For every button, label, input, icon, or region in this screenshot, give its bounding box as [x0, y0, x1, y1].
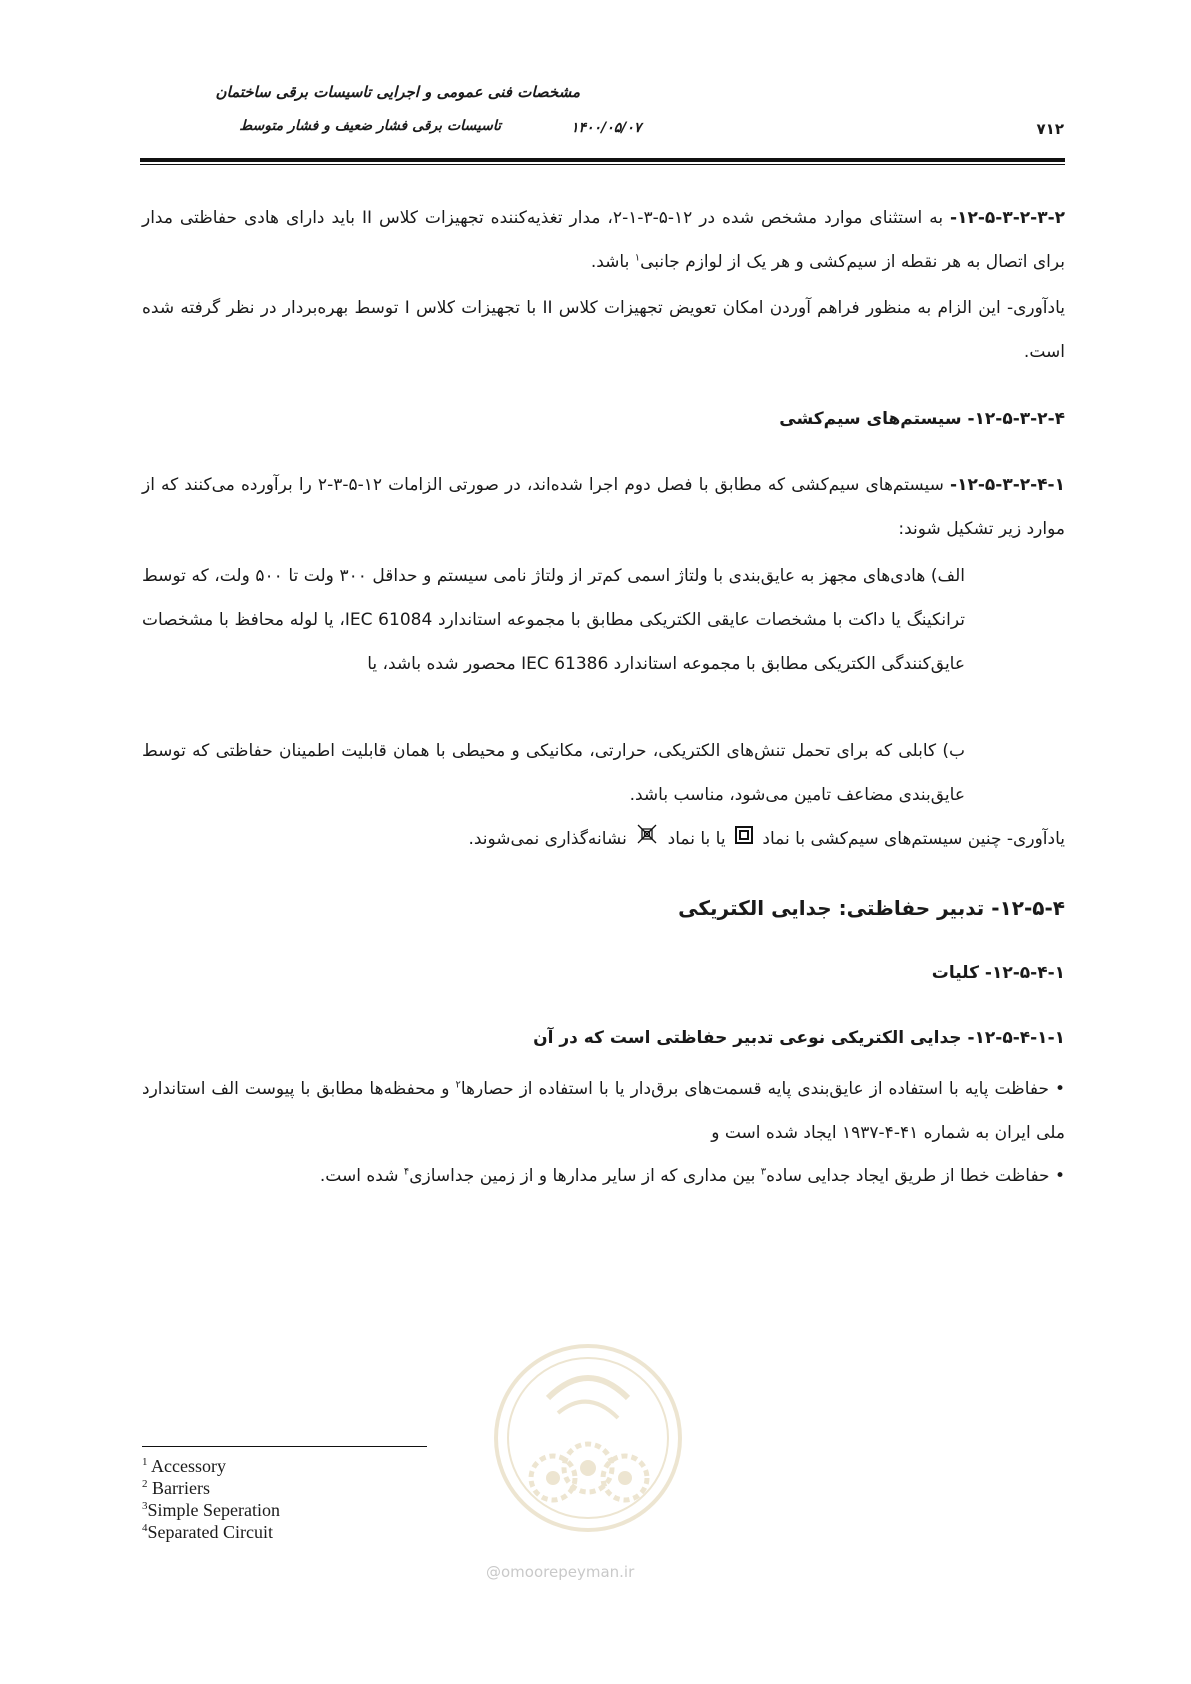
bullet-text-end: و محفظه‌ها مطابق با پیوست الف استاندارد ملی ایران به شماره ۴۱-۴-۱۹۳۷ ایجاد شده است و	[142, 1079, 1065, 1143]
list-item-be: ب) کابلی که برای تحمل تنش‌های الکتریکی، حرارتی، مکانیکی و محیطی با همان قابلیت اطمینان حفاظتی که توسط عایق‌بندی مضاعف تامین می‌شود، مناسب باشد.	[142, 741, 965, 805]
watermark-logo	[488, 1338, 688, 1558]
document-subtitle: تاسیسات برقی فشار ضعیف و فشار متوسط	[239, 118, 501, 134]
footnote-ref: ۱	[634, 252, 641, 264]
footnote-rule	[142, 1446, 427, 1447]
header-rule-thin	[140, 164, 1065, 165]
list-item-alef: الف) هادی‌های مجهز به عایق‌بندی با ولتاژ اسمی کم‌تر از ولتاژ نامی سیستم و حداقل ۳۰۰ ولت تا ۵۰۰ ولت، که توسط ترانکینگ یا داکت با مشخصات عایقی الکتریکی مطابق با مجموعه استاندارد IEC 61084، یا لوله محافظ با مشخصات عایق‌کنندگی الکتریکی مطابق با مجموعه استاندارد IEC 61386 محصور شده باشد، یا	[142, 566, 965, 674]
clause-heading-12-5-4-1-1: ۱۲-۵-۴-۱-۱- جدایی الکتریکی نوعی تدبیر حفاظتی است که در آن	[533, 1028, 1065, 1048]
section-heading-wiring-systems: ۱۲-۵-۳-۲-۴- سیستم‌های سیم‌کشی	[779, 409, 1065, 429]
bullet-text-end: شده است.	[319, 1166, 404, 1186]
double-square-icon	[735, 817, 753, 861]
bullet-fault-protection	[142, 1154, 1065, 1198]
bullet-basic-protection	[142, 1067, 1065, 1155]
note-text-end: نشانه‌گذاری نمی‌شوند.	[468, 829, 627, 849]
footnote-2: $^2$ Barriers	[142, 1478, 210, 1498]
note-text-start: یادآوری- چنین سیستم‌های سیم‌کشی با نماد	[762, 829, 1065, 849]
watermark-url: @omoorepeyman.ir	[486, 1563, 635, 1581]
section-heading-electrical-separation: ۱۲-۵-۴- تدبیر حفاظتی: جدایی الکتریکی	[678, 896, 1065, 920]
document-title: مشخصات فنی عمومی و اجرایی تاسیسات برقی ساختمان	[215, 83, 580, 101]
paragraph-12-5-3-2-4-1	[142, 463, 1065, 551]
clause-text-end: باشد.	[590, 252, 635, 272]
bullet-text: • حفاظت پایه با استفاده از عایق‌بندی پایه قسمت‌های برق‌دار یا با استفاده از حصارها	[460, 1079, 1065, 1099]
note-paragraph	[142, 286, 1065, 374]
document-date: ۱۴۰۰/۰۵/۰۷	[571, 120, 642, 136]
clause-number: ۱۲-۵-۳-۲-۳-۲-	[950, 208, 1066, 228]
clause-text: سیستم‌های سیم‌کشی که مطابق با فصل دوم اجرا شده‌اند، در صورتی الزامات ۱۲-۵-۳-۲ را برآورده می‌کنند که از موارد زیر تشکیل شوند:	[142, 475, 1065, 539]
note-text-middle: یا با نماد	[667, 829, 726, 849]
bullet-text: • حفاظت خطا از طریق ایجاد جدایی ساده	[766, 1166, 1065, 1186]
note-symbols-paragraph	[142, 817, 1065, 861]
footnote-4: $^4$Separated Circuit	[142, 1522, 273, 1542]
section-heading-general: ۱۲-۵-۴-۱- کلیات	[931, 963, 1065, 983]
clause-text: به استثنای موارد مشخص شده در ۱۲-۵-۳-۱-۲، مدار تغذیه‌کننده تجهیزات کلاس II باید دارای هادی حفاظتی مدار برای اتصال به هر نقطه از سیم‌کشی و هر یک از لوازم جانبی	[142, 208, 1065, 272]
crossed-class2-icon	[636, 817, 658, 861]
note-text: یادآوری- این الزام به منظور فراهم آوردن امکان تعویض تجهیزات کلاس II با تجهیزات کلاس I توسط بهره‌بردار در نظر گرفته شده است.	[142, 298, 1066, 362]
page-number: ۷۱۲	[1036, 120, 1064, 138]
clause-number: ۱۲-۵-۳-۲-۴-۱-	[950, 475, 1065, 495]
footnote-3: $^3$Simple Seperation	[142, 1500, 280, 1520]
footnote-1: $^1$ Accessory	[142, 1456, 226, 1476]
paragraph-12-5-3-2-3-2	[142, 196, 1065, 284]
footnote-ref: ۴	[403, 1166, 410, 1178]
bullet-text-middle: بین مداری که از سایر مدارها و از زمین جداسازی	[409, 1166, 761, 1186]
footnote-ref: ۳	[760, 1166, 767, 1178]
footnote-ref: ۲	[455, 1079, 461, 1091]
header-rule-thick	[140, 158, 1065, 162]
